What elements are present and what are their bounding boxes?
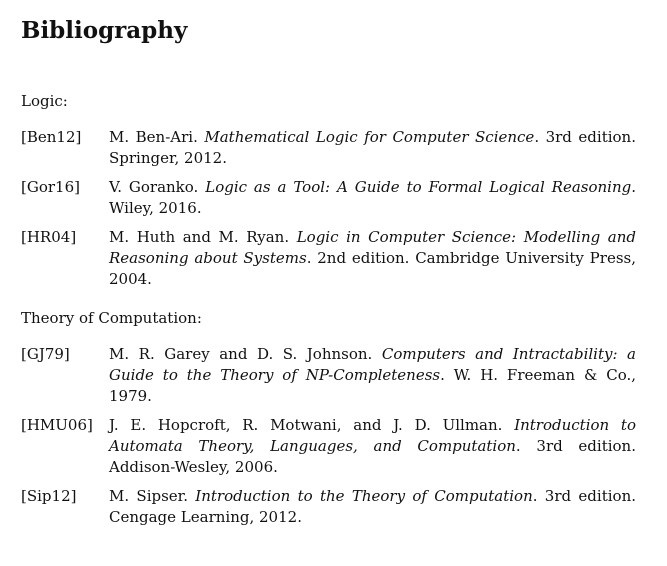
- ref-details: . 3rd edition. Springer, 2012.: [109, 128, 636, 167]
- ref-authors: M. Huth and M. Ryan.: [109, 228, 290, 246]
- section-theory-of-computation: [21, 308, 636, 528]
- bib-entry-gor16: [21, 177, 636, 219]
- ref-authors: V. Goranko.: [109, 178, 199, 196]
- bib-entry-sip12: [21, 486, 636, 528]
- reference-text: [109, 486, 636, 528]
- section-heading: Logic:: [21, 92, 68, 110]
- ref-details: . 3rd edition. Cengage Learning, 2012.: [109, 487, 636, 526]
- bib-entry-gj79: [21, 344, 636, 407]
- ref-authors: M. Ben-Ari.: [109, 128, 198, 146]
- ref-title: Introduction to Automata Theory, Languages, and Computation: [109, 416, 636, 455]
- ref-details: . Wiley, 2016.: [109, 178, 636, 217]
- ref-details: . W. H. Freeman & Co., 1979.: [109, 366, 637, 405]
- section-heading: Theory of Computation:: [21, 309, 202, 327]
- reference-text: [109, 344, 636, 407]
- bibliography-page: [21, 16, 636, 546]
- ref-title: Logic as a Tool: A Guide to Formal Logical Reasoning: [205, 178, 632, 196]
- reference-text: [109, 415, 636, 478]
- ref-title: Introduction to the Theory of Computation: [195, 487, 533, 505]
- citation-key: [GJ79]: [21, 345, 70, 363]
- citation-key: [HMU06]: [21, 416, 93, 434]
- bib-entry-ben12: [21, 127, 636, 169]
- ref-details: . 3rd edition. Addison-Wesley, 2006.: [109, 437, 636, 476]
- ref-authors: M. Sipser.: [109, 487, 188, 505]
- bib-entry-hr04: [21, 227, 636, 290]
- reference-text: [109, 177, 636, 219]
- page-title: Bibliography: [21, 17, 188, 44]
- ref-title: Computers and Intractability: a Guide to the Theory of NP-Completeness: [109, 345, 636, 384]
- ref-details: . 2nd edition. Cambridge University Press, 2004.: [109, 249, 636, 288]
- reference-text: [109, 127, 636, 169]
- ref-title: Mathematical Logic for Computer Science: [204, 128, 535, 146]
- bib-entry-hmu06: [21, 415, 636, 478]
- ref-title: Logic in Computer Science: Modelling and Reasoning about Systems: [109, 228, 637, 267]
- ref-authors: M. R. Garey and D. S. Johnson.: [109, 345, 373, 363]
- section-logic: [21, 91, 636, 290]
- citation-key: [Sip12]: [21, 487, 77, 505]
- citation-key: [Ben12]: [21, 128, 82, 146]
- reference-text: [109, 227, 636, 290]
- citation-key: [HR04]: [21, 228, 77, 246]
- ref-authors: J. E. Hopcroft, R. Motwani, and J. D. Ullman.: [109, 416, 503, 434]
- citation-key: [Gor16]: [21, 178, 80, 196]
